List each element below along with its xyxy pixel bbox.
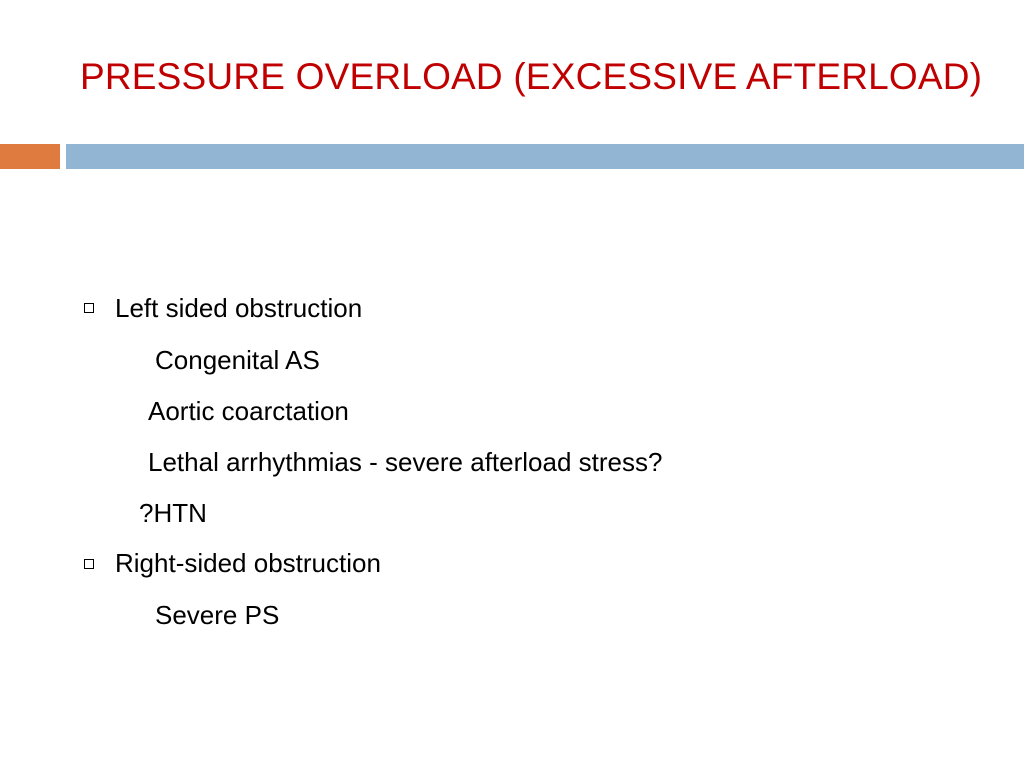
- bullet-square-icon: [84, 303, 94, 313]
- sub-item: Lethal arrhythmias - severe afterload stress?: [148, 447, 663, 477]
- sub-item: Severe PS: [155, 600, 280, 630]
- sub-item: ?HTN: [139, 498, 207, 528]
- bullet-square-icon: [84, 559, 94, 569]
- bullet-item: Right-sided obstruction: [115, 548, 381, 578]
- bullet-item: Left sided obstruction: [115, 293, 363, 323]
- sub-item: Congenital AS: [155, 345, 320, 375]
- sub-item: Aortic coarctation: [148, 396, 349, 426]
- slide-title: PRESSURE OVERLOAD (EXCESSIVE AFTERLOAD): [80, 56, 983, 97]
